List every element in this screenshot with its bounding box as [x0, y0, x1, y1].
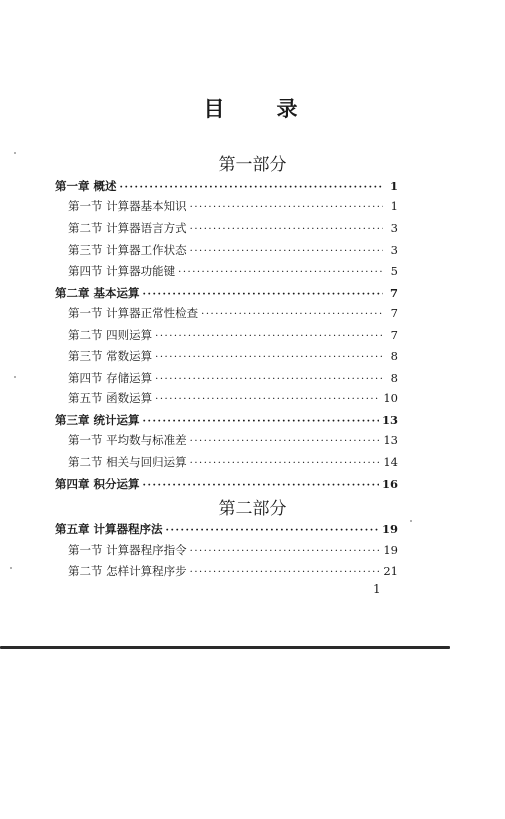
toc-entry: [68, 218, 398, 238]
toc-entry-label: 第一节 计算器基本知识: [68, 199, 187, 213]
toc-entry: [68, 368, 398, 388]
toc-entry-page: 14: [383, 455, 398, 469]
toc-leader-dots: [143, 412, 379, 432]
toc-leader-dots: [178, 263, 383, 283]
toc-entry-page: 3: [390, 243, 398, 257]
toc-entry-label: 第二节 相关与回归运算: [68, 455, 187, 469]
part-heading-2: 第二部分: [218, 499, 287, 519]
scan-speck: [10, 567, 12, 569]
toc-leader-dots: [120, 178, 383, 198]
toc-leader-dots: [190, 454, 381, 474]
toc-leader-dots: [190, 542, 381, 562]
toc-entry: [55, 176, 398, 196]
scan-speck: [14, 376, 16, 378]
page-title: 目录: [203, 97, 350, 121]
toc-entry-page: 19: [383, 543, 398, 557]
toc-entry-page: 13: [381, 413, 398, 427]
toc-entry-label: 第二节 怎样计算程序步: [68, 564, 187, 578]
toc-leader-dots: [166, 521, 379, 541]
toc-entry: [68, 325, 398, 345]
toc-entry-label: 第五章 计算器程序法: [55, 522, 163, 536]
toc-entry: [68, 540, 398, 560]
toc-entry: [68, 452, 398, 472]
toc-leader-dots: [143, 285, 383, 305]
toc-entry-label: 第一节 平均数与标准差: [68, 433, 187, 447]
toc-entry: [55, 410, 398, 430]
toc-entry-page: 1: [390, 199, 398, 213]
toc-entry-page: 13: [383, 433, 398, 447]
toc-leader-dots: [143, 476, 379, 496]
toc-entry: [68, 303, 398, 323]
scan-speck: [14, 152, 16, 154]
toc-leader-dots: [190, 432, 381, 452]
toc-entry: [68, 196, 398, 216]
toc-entry-label: 第三章 统计运算: [55, 413, 140, 427]
toc-leader-dots: [190, 242, 383, 262]
toc-entry-label: 第四章 积分运算: [55, 477, 140, 491]
scan-speck: [410, 520, 412, 522]
toc-entry-page: 5: [390, 264, 398, 278]
toc-entry: [68, 561, 398, 581]
toc-leader-dots: [155, 370, 383, 390]
toc-entry-page: 19: [381, 522, 398, 536]
toc-entry-label: 第一节 计算器程序指令: [68, 543, 187, 557]
toc-entry: [68, 430, 398, 450]
part-heading-1: 第一部分: [218, 155, 287, 175]
toc-leader-dots: [201, 305, 383, 325]
toc-entry-page: 8: [390, 371, 398, 385]
toc-entry-page: 1: [389, 179, 398, 193]
toc-entry-page: 7: [389, 286, 398, 300]
toc-entry-label: 第二章 基本运算: [55, 286, 140, 300]
toc-leader-dots: [190, 563, 381, 583]
toc-leader-dots: [190, 220, 383, 240]
toc-entry: [68, 388, 398, 408]
toc-entry: [55, 474, 398, 494]
toc-entry: [55, 283, 398, 303]
toc-leader-dots: [190, 198, 383, 218]
toc-entry-page: 3: [390, 221, 398, 235]
toc-entry-page: 16: [381, 477, 398, 491]
toc-entry-label: 第二节 四则运算: [68, 328, 153, 342]
toc-entry-label: 第三节 计算器工作状态: [68, 243, 187, 257]
toc-entry: [68, 240, 398, 260]
toc-entry-label: 第四节 存储运算: [68, 371, 153, 385]
toc-entry-label: 第五节 函数运算: [68, 391, 153, 405]
toc-entry-page: 10: [383, 391, 398, 405]
toc-entry-page: 21: [383, 564, 398, 578]
toc-leader-dots: [155, 327, 383, 347]
page-number: 1: [373, 582, 381, 596]
toc-entry-label: 第二节 计算器语言方式: [68, 221, 187, 235]
toc-entry-label: 第四节 计算器功能键: [68, 264, 176, 278]
toc-entry: [68, 261, 398, 281]
toc-entry: [55, 519, 398, 539]
toc-leader-dots: [155, 348, 383, 368]
toc-entry-page: 7: [390, 328, 398, 342]
toc-entry: [68, 346, 398, 366]
toc-entry-page: 7: [390, 306, 398, 320]
toc-entry-label: 第一节 计算器正常性检查: [68, 306, 199, 320]
toc-leader-dots: [155, 390, 380, 410]
scan-edge-line: [0, 646, 450, 649]
toc-entry-label: 第一章 概述: [55, 179, 117, 193]
toc-entry-label: 第三节 常数运算: [68, 349, 153, 363]
toc-entry-page: 8: [390, 349, 398, 363]
